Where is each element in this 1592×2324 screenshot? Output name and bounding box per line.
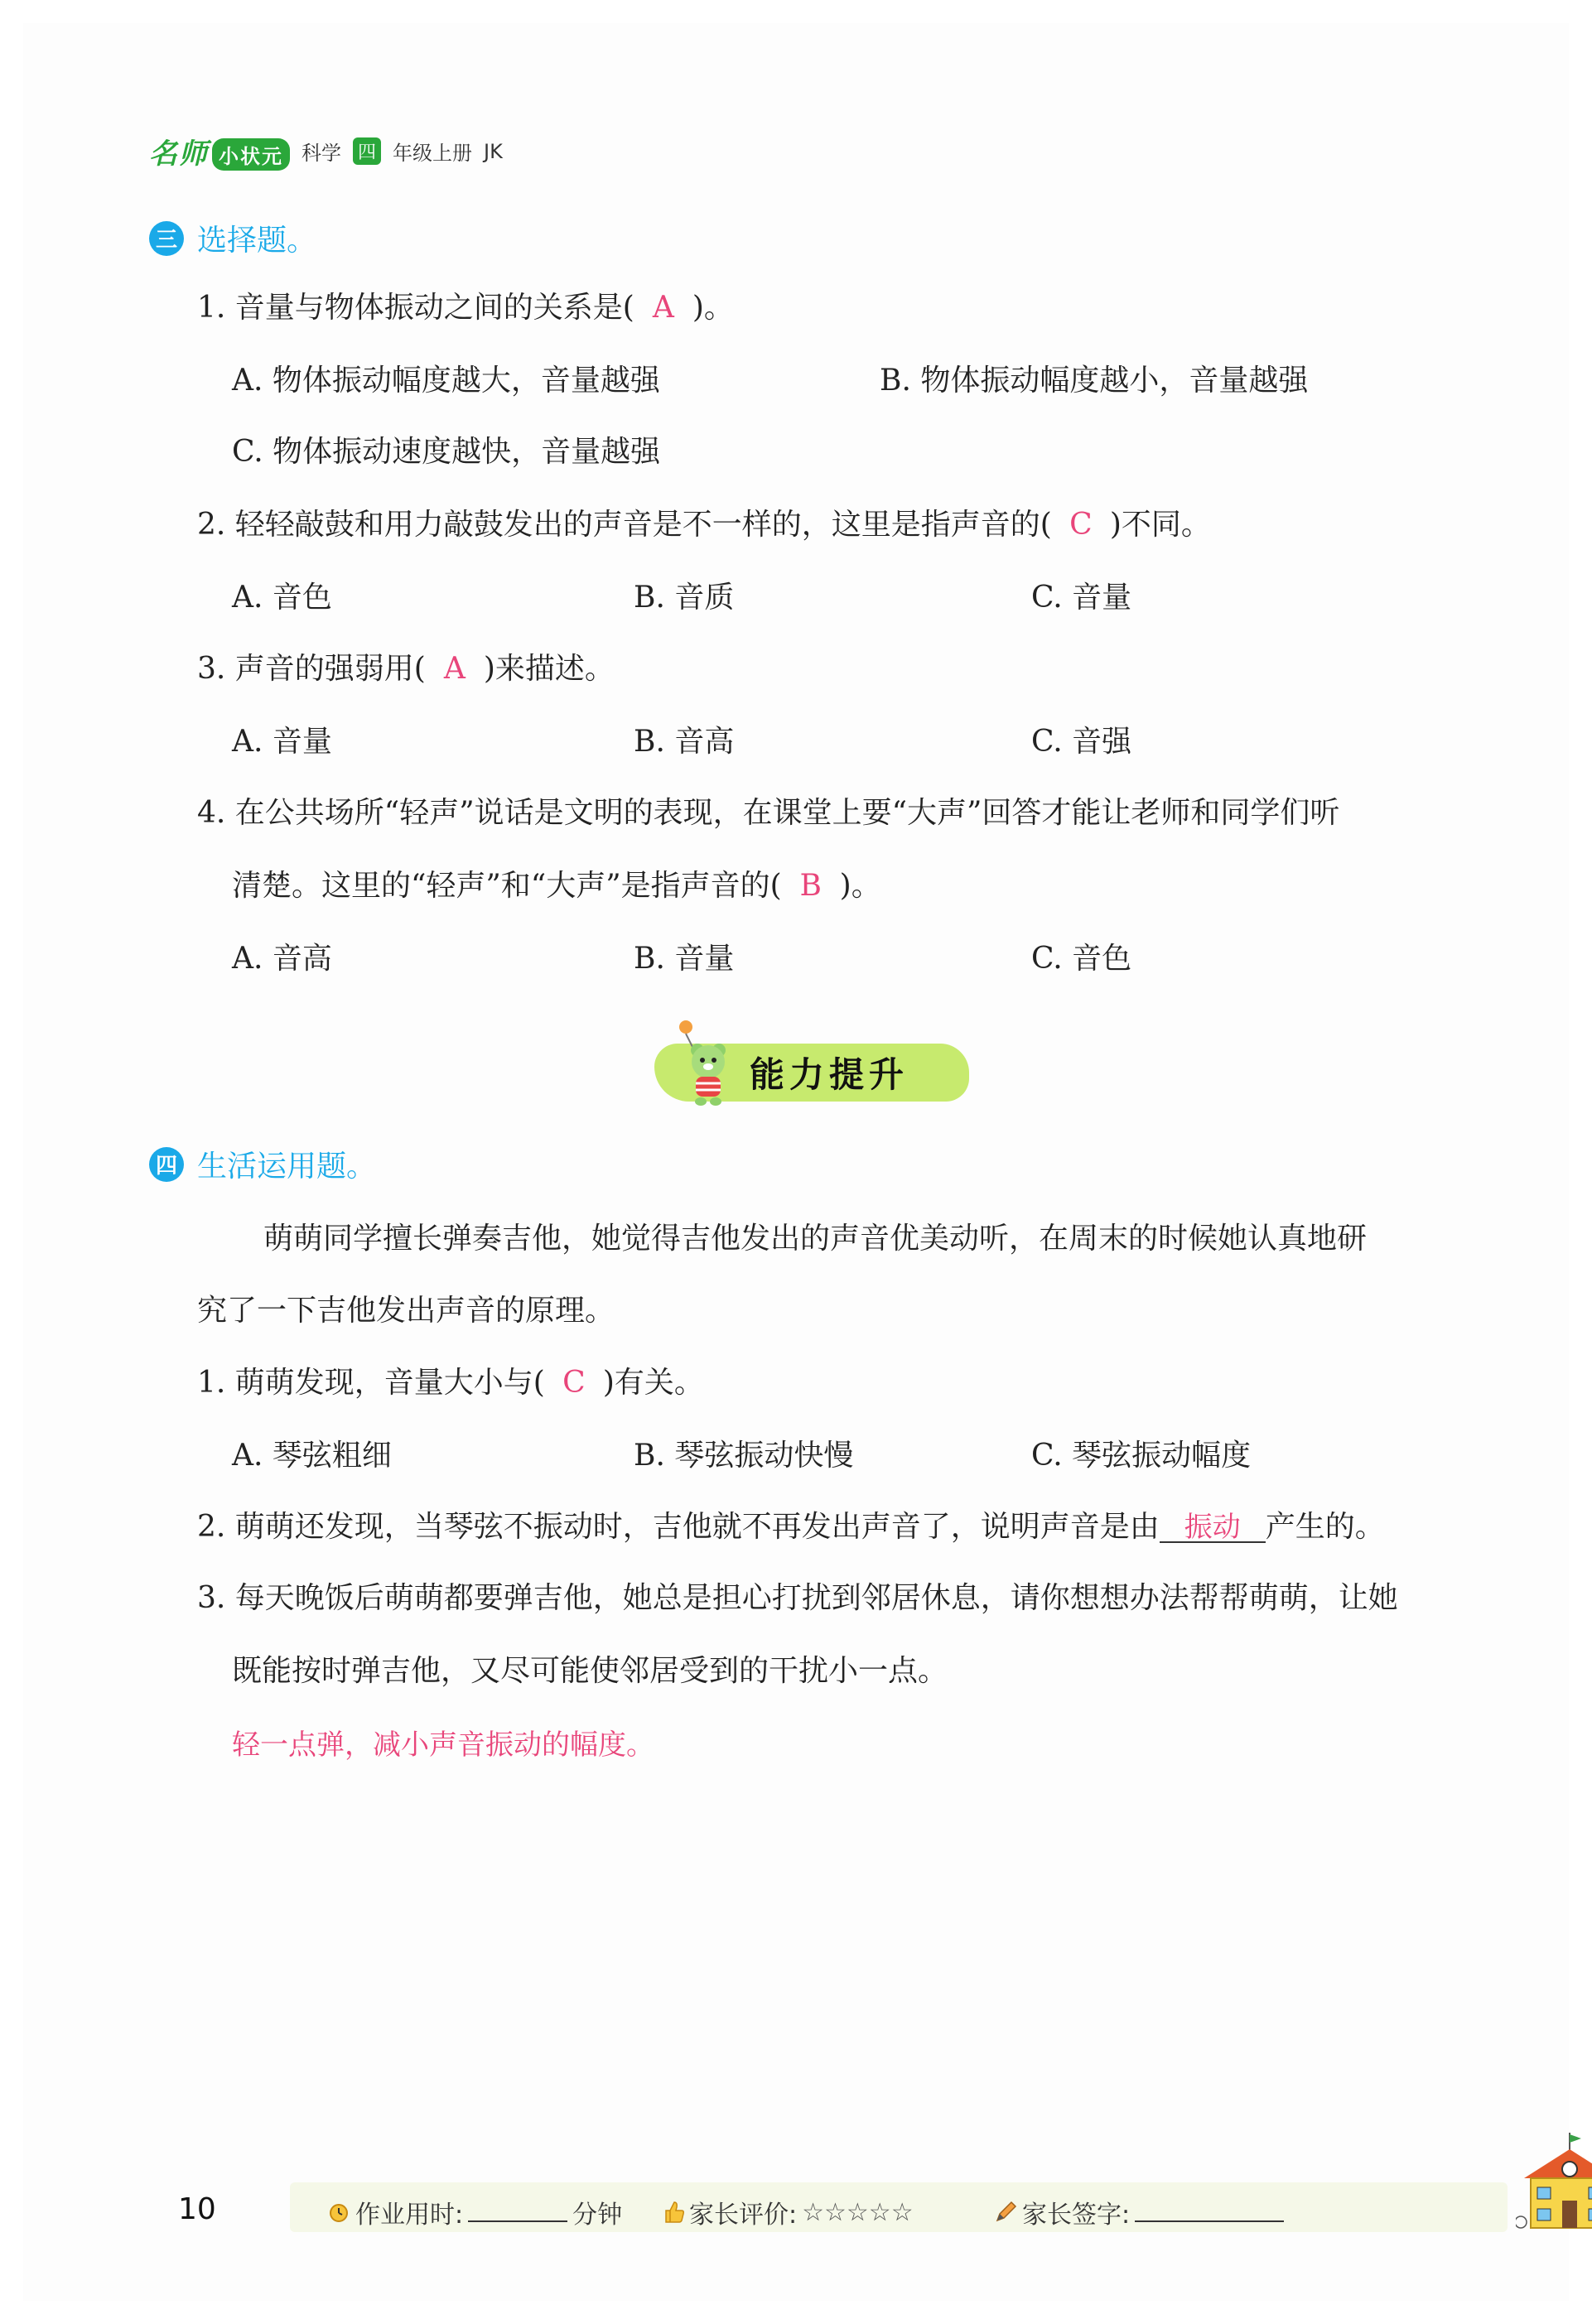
app-question-3-line1: 3. 每天晚饭后萌萌都要弹吉他，她总是担心打扰到邻居休息，请你想想办法帮帮萌萌，让她 — [197, 1581, 1398, 1615]
question-3: 3. 声音的强弱用( A )来描述。 — [197, 652, 615, 686]
option-q3-c: C. 音强 — [1031, 725, 1132, 759]
answer-app-q2: 振动 — [1160, 1513, 1266, 1543]
option-app-q1-b: B. 琴弦振动快慢 — [634, 1439, 854, 1473]
intro-line1: 萌萌同学擅长弹奏吉他，她觉得吉他发出的声音优美动听，在周末的时候她认真地研 — [263, 1222, 1368, 1256]
school-building-icon — [1516, 2133, 1592, 2232]
option-q4-a: A. 音高 — [232, 942, 332, 976]
homework-time: 作业用时: 分钟 — [327, 2194, 622, 2230]
question-4-line1: 4. 在公共场所“轻声”说话是文明的表现，在课堂上要“大声”回答才能让老师和同学们听 — [197, 796, 1340, 830]
grade-badge: 四 — [353, 137, 381, 165]
option-q2-a: A. 音色 — [232, 581, 332, 615]
answer-q2: C — [1069, 508, 1093, 542]
option-q4-c: C. 音色 — [1031, 942, 1132, 976]
page-header — [149, 131, 503, 171]
question-4-line2: 清楚。这里的“轻声”和“大声”是指声音的( B )。 — [232, 869, 881, 903]
section-number-icon: 三 — [149, 221, 184, 256]
option-q1-b: B. 物体振动幅度越小，音量越强 — [880, 364, 1309, 398]
rating-stars[interactable]: ☆☆☆☆☆ — [802, 2197, 914, 2227]
alarm-clock-icon — [327, 2201, 350, 2224]
answer-app-q3: 轻一点弹，减小声音振动的幅度。 — [232, 1729, 654, 1762]
app-question-2: 2. 萌萌还发现，当琴弦不振动时，吉他就不再发出声音了，说明声音是由 振动 产生的。 — [197, 1510, 1385, 1544]
intro-line2: 究了一下吉他发出声音的原理。 — [197, 1294, 615, 1328]
badge-label: 能力提升 — [750, 1054, 909, 1095]
option-app-q1-a: A. 琴弦粗细 — [232, 1439, 392, 1473]
thumbs-up-icon — [663, 2201, 684, 2224]
page-number: 10 — [178, 2192, 216, 2226]
pencil-icon — [994, 2201, 1017, 2224]
answer-app-q1: C — [562, 1366, 586, 1400]
parent-rating: 家长评价: ☆☆☆☆☆ — [663, 2194, 914, 2230]
grade-text: 年级上册 — [393, 142, 473, 165]
ability-badge — [654, 1002, 969, 1110]
subject-label: 科学 — [302, 142, 341, 165]
question-2: 2. 轻轻敲鼓和用力敲鼓发出的声音是不一样的，这里是指声音的( C )不同。 — [197, 508, 1211, 542]
app-question-1: 1. 萌萌发现，音量大小与( C )有关。 — [197, 1366, 704, 1400]
signature-blank[interactable] — [1135, 2202, 1284, 2222]
option-q2-c: C. 音量 — [1031, 581, 1132, 615]
option-q2-b: B. 音质 — [634, 581, 735, 615]
section-title-application: 四 生活运用题。 — [149, 1143, 376, 1185]
app-question-3-line2: 既能按时弹吉他，又尽可能使邻居受到的干扰小一点。 — [232, 1654, 948, 1688]
option-q1-a: A. 物体振动幅度越大，音量越强 — [232, 364, 660, 398]
answer-q3: A — [443, 652, 466, 686]
section-title-choice: 三 选择题。 — [149, 217, 316, 259]
page-footer — [149, 2182, 1483, 2232]
time-blank[interactable] — [468, 2202, 567, 2222]
option-q3-a: A. 音量 — [232, 725, 332, 759]
option-app-q1-c: C. 琴弦振动幅度 — [1031, 1439, 1252, 1473]
section-number-icon: 四 — [149, 1147, 184, 1182]
edition-label: JK — [484, 139, 503, 163]
brand-logo: 名师 小状元 — [149, 131, 290, 171]
option-q1-c: C. 物体振动速度越快，音量越强 — [232, 435, 661, 469]
answer-q1: A — [652, 291, 674, 325]
option-q3-b: B. 音高 — [634, 725, 735, 759]
option-q4-b: B. 音量 — [634, 942, 735, 976]
bear-mascot-icon — [671, 1019, 745, 1110]
answer-q4: B — [799, 869, 822, 903]
question-1: 1. 音量与物体振动之间的关系是( A )。 — [197, 291, 734, 325]
parent-signature: 家长签字: — [994, 2194, 1284, 2230]
